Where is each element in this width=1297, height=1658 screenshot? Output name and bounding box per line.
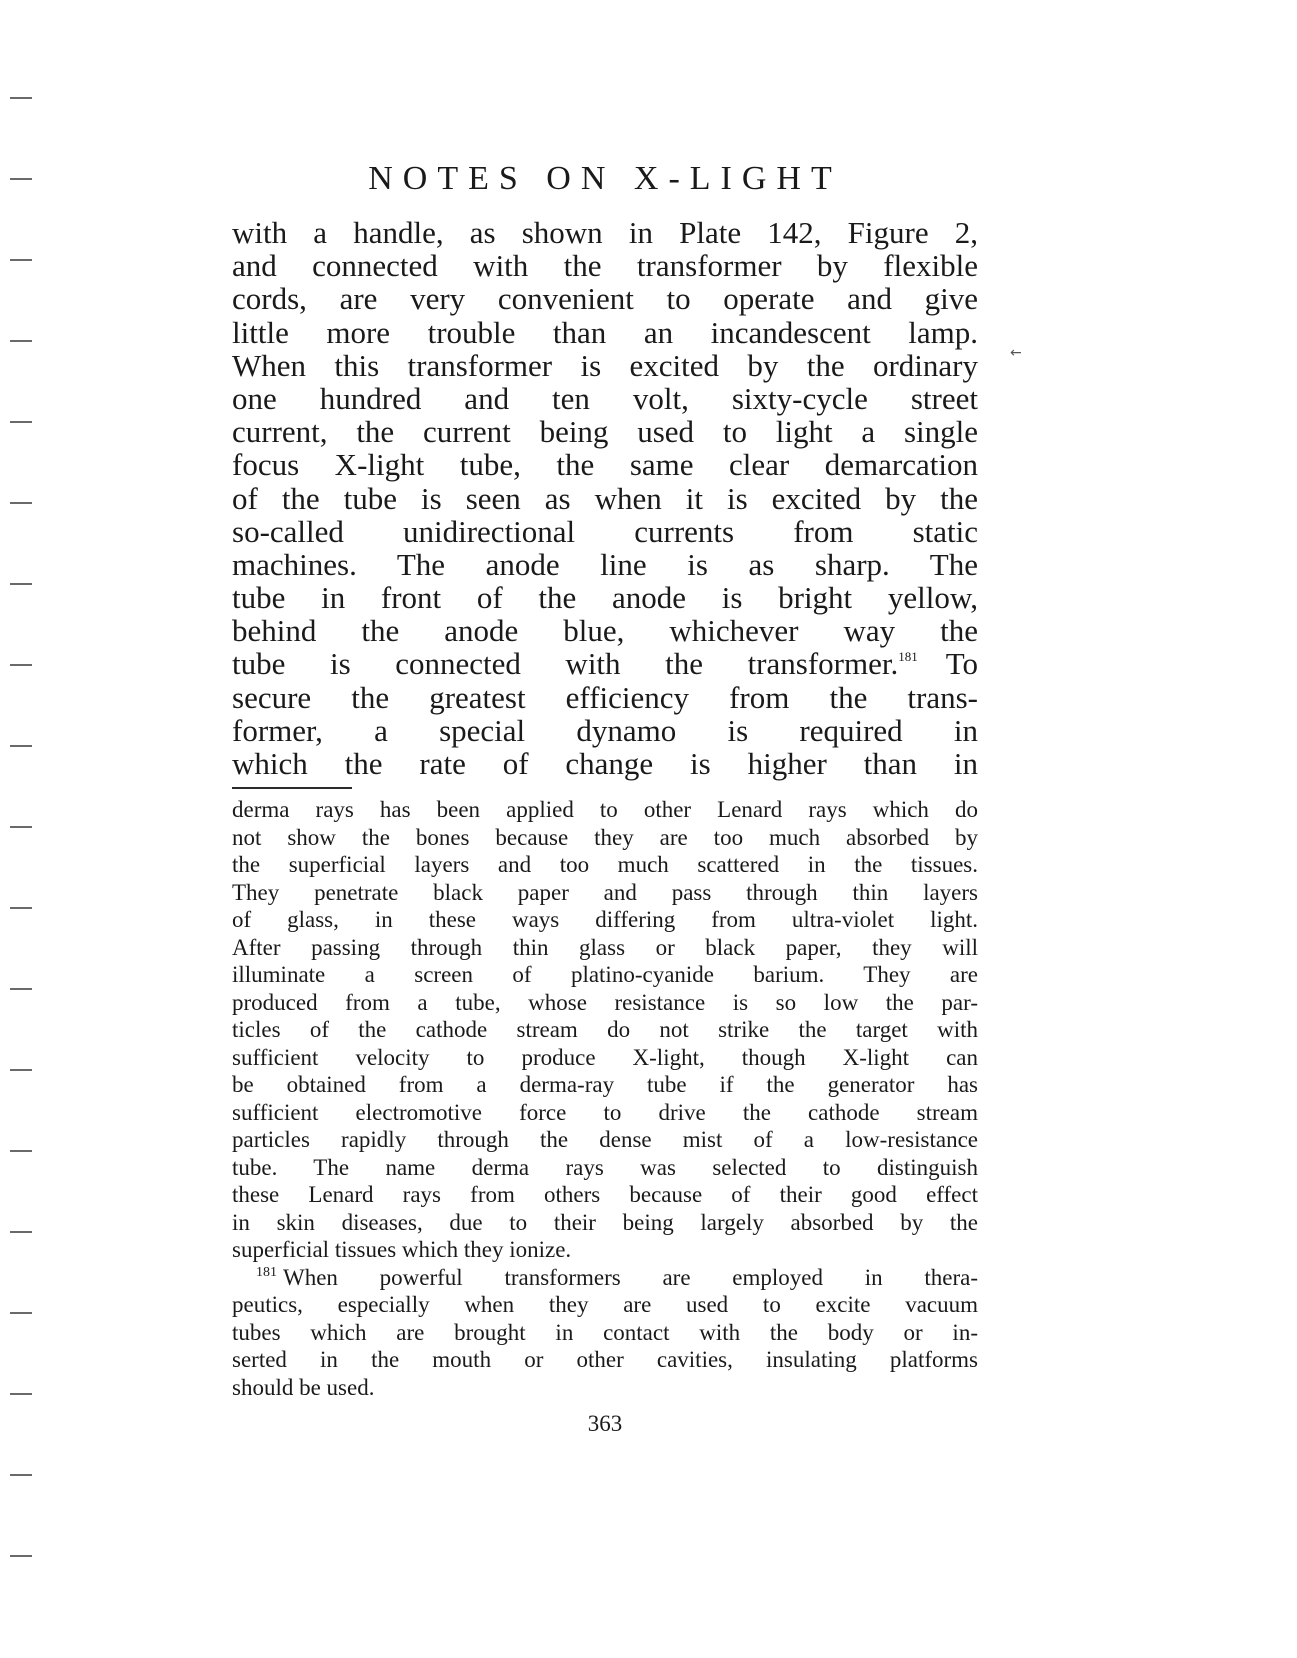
footnote-rule xyxy=(232,787,352,789)
binding-tick xyxy=(10,1555,32,1557)
body-line-with-footnote-ref xyxy=(232,647,978,680)
footnote-line: tube. The name derma rays was selected to distinguish xyxy=(232,1154,978,1180)
body-line: focus X-light tube, the same clear demarcation xyxy=(232,447,978,483)
body-line: so-called unidirectional currents from static xyxy=(232,513,978,549)
footnote-line: these Lenard rays from others because of their good effect xyxy=(232,1182,978,1207)
footnote-ref-mark: 181 xyxy=(898,649,918,665)
footnote-line: sufficient electromotive force to drive the cathode stream xyxy=(232,1099,978,1125)
body-line: secure the greatest efficiency from the trans- xyxy=(232,679,978,715)
footnotes xyxy=(232,796,978,1401)
footnote-line: illuminate a screen of platino-cyanide barium. They are xyxy=(232,962,978,987)
binding-tick xyxy=(10,664,32,666)
binding-tick xyxy=(10,826,32,828)
footnote-181-first-line xyxy=(232,1264,978,1292)
scan-speck: ← xyxy=(1010,345,1022,361)
footnote-line: not show the bones because they are too much absorbed by xyxy=(232,824,978,850)
footnote-line: derma rays has been applied to other Lenard rays which do xyxy=(232,797,978,822)
page-number: 363 xyxy=(587,1411,623,1436)
footnote-line: produced from a tube, whose resistance is so low the par- xyxy=(232,989,978,1015)
body-line: current, the current being used to light a single xyxy=(232,414,978,450)
footnote-line: They penetrate black paper and pass through thin layers xyxy=(232,879,978,905)
binding-tick xyxy=(10,97,32,99)
body-line: which the rate of change is higher than in xyxy=(232,746,978,781)
body-line: machines. The anode line is as sharp. The xyxy=(232,546,978,582)
binding-tick xyxy=(10,1312,32,1314)
footnote-line: tubes which are brought in contact with the body or in- xyxy=(232,1319,978,1345)
body-line: former, a special dynamo is required in xyxy=(232,712,978,748)
body-line: When this transformer is excited by the ordinary xyxy=(232,347,978,383)
footnote-181-text: When powerful transformers are employed in thera- xyxy=(283,1264,978,1290)
binding-tick xyxy=(10,1474,32,1476)
body-line-tail: To xyxy=(945,646,978,682)
body-line: behind the anode blue, whichever way the xyxy=(232,613,978,649)
body-line: with a handle, as shown in Plate 142, Figure 2, xyxy=(232,215,978,250)
binding-tick xyxy=(10,1393,32,1395)
binding-tick xyxy=(10,502,32,504)
footnote-line: After passing through thin glass or black paper, they will xyxy=(232,934,978,960)
footnote-line: serted in the mouth or other cavities, insulating platforms xyxy=(232,1347,978,1372)
body-line: of the tube is seen as when it is excited by the xyxy=(232,480,978,516)
body-line: one hundred and ten volt, sixty-cycle street xyxy=(232,380,978,416)
body-line: tube in front of the anode is bright yellow, xyxy=(232,580,978,616)
footnote-line: ticles of the cathode stream do not strike the target with xyxy=(232,1017,978,1042)
footnote-line: the superficial layers and too much scattered in the tissues. xyxy=(232,852,978,877)
binding-tick xyxy=(10,1150,32,1152)
footnote-line: be obtained from a derma-ray tube if the generator has xyxy=(232,1072,978,1097)
footnote-line: superficial tissues which they ionize. xyxy=(232,1237,572,1262)
binding-tick xyxy=(10,421,32,423)
body-text xyxy=(232,216,978,780)
binding-tick xyxy=(10,988,32,990)
body-line-text: tube is connected with the transformer. xyxy=(232,646,899,682)
binding-tick xyxy=(10,340,32,342)
binding-tick xyxy=(10,907,32,909)
footnote-line: peutics, especially when they are used to excite vacuum xyxy=(232,1292,978,1317)
footnote-line: in skin diseases, due to their being largely absorbed by the xyxy=(232,1209,978,1235)
footnote-line: particles rapidly through the dense mist of a low-resistance xyxy=(232,1127,978,1152)
footnote-line: should be used. xyxy=(232,1374,375,1400)
running-head: NOTES ON X-LIGHT xyxy=(368,160,842,197)
binding-tick xyxy=(10,1231,32,1233)
body-line: and connected with the transformer by flexible xyxy=(232,248,978,284)
binding-tick xyxy=(10,1069,32,1071)
binding-tick xyxy=(10,745,32,747)
binding-tick xyxy=(10,583,32,585)
footnote-181-mark: 181 xyxy=(256,1264,277,1280)
footnote-line: of glass, in these ways differing from ultra-violet light. xyxy=(232,907,978,932)
footnote-line: sufficient velocity to produce X-light, though X-light can xyxy=(232,1044,978,1070)
body-line: cords, are very convenient to operate and give xyxy=(232,281,978,317)
binding-tick xyxy=(10,178,32,180)
binding-tick xyxy=(10,259,32,261)
body-line: little more trouble than an incandescent lamp. xyxy=(232,314,978,350)
